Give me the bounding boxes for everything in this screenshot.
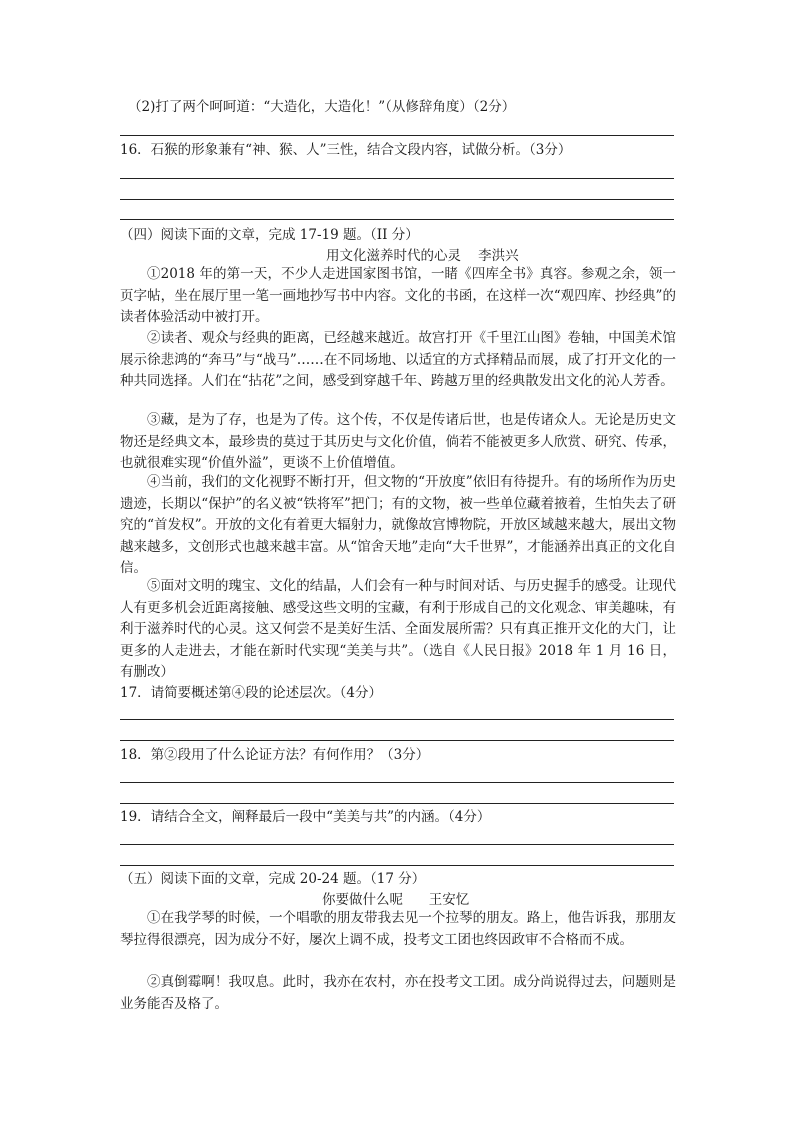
answer-line[interactable] <box>120 199 674 200</box>
paragraph-3: ③藏，是为了存，也是为了传。这个传，不仅是传诸后世，也是传诸众人。无论是历史文物还是经典文本，最珍贵的莫过于其历史与文化价值，倘若不能被更多人欣赏、研究、传承，也就很难实现“价值外溢”，更谈不上价值增值。 <box>120 412 676 472</box>
answer-line[interactable] <box>120 844 674 845</box>
question-18: 18．第②段用了什么论证方法？有何作用？（3分） <box>120 747 430 763</box>
paragraph-2: ②读者、观众与经典的距离，已经越来越近。故宫打开《千里江山图》卷轴，中国美术馆展示徐悲鸿的“奔马”与“战马”……在不同场地、以适宜的方式择精品而展，成了打开文化的一种共同选择。人们在“拈花”之间，感受到穿越千年、跨越万里的经典散发出文化的沁人芳香。 <box>120 330 676 390</box>
paragraph-5: ⑤面对文明的瑰宝、文化的结晶，人们会有一种与时间对话、与历史握手的感受。让现代人有更多机会近距离接触、感受这些文明的宝藏，有利于形成自己的文化观念、审美趣味，有利于滋养时代的心灵。这又何尝不是美好生活、全面发展所需？只有真正推开文化的大门，让更多的人走进去，才能在新时代实现“美美与共”。（选自《人民日报》2018 年 1 月 16 日，有删改） <box>120 578 676 681</box>
answer-line[interactable] <box>120 178 674 179</box>
article-title-text: 用文化滋养时代的心灵 <box>326 248 461 264</box>
question-17: 17．请简要概述第④段的论述层次。（4分） <box>120 685 383 701</box>
answer-line[interactable] <box>120 719 674 720</box>
article-author: 李洪兴 <box>478 248 519 264</box>
question-16: 16．石猴的形象兼有“神、猴、人”三性，结合文段内容，试做分析。（3分） <box>120 142 572 158</box>
answer-line[interactable] <box>120 782 674 783</box>
question-19: 19．请结合全文，阐释最后一段中“美美与共”的内涵。（4分） <box>120 809 491 825</box>
paragraph-1: ①在我学琴的时候，一个唱歌的朋友带我去见一个拉琴的朋友。路上，他告诉我，那朋友琴拉得很漂亮，因为成分不好，屡次上调不成，投考文工团也终因政审不合格而不成。 <box>120 910 676 948</box>
article-title <box>326 246 519 266</box>
section-5-heading: （五）阅读下面的文章，完成 20-24 题。（17 分） <box>120 871 426 887</box>
section-4-heading: （四）阅读下面的文章，完成 17-19 题。（II 分） <box>120 227 419 243</box>
paragraph-2: ②真倒霉啊！我叹息。此时，我亦在农村，亦在投考文工团。成分尚说得过去，问题则是业务能否及格了。 <box>120 974 676 1012</box>
answer-line[interactable] <box>120 740 674 741</box>
answer-line[interactable] <box>120 865 674 866</box>
paragraph-4: ④当前，我们的文化视野不断打开，但文物的“开放度”依旧有待提升。有的场所作为历史遗迹，长期以“保护”的名义被“铁将军”把门；有的文物，被一些单位藏着掖着，生怕失去了研究的“首发权”。开放的文化有着更大辐射力，就像故宫博物院，开放区域越来越大，展出文物越来越多，文创形式也越来越丰富。从“馆舍天地”走向“大千世界”，才能涵养出真正的文化自信。 <box>120 474 676 577</box>
question-15-2: （2)打了两个呵呵道：“大造化，大造化！”（从修辞角度）（2分） <box>128 99 516 115</box>
article-author: 王安忆 <box>428 892 470 908</box>
answer-line[interactable] <box>120 803 674 804</box>
answer-line[interactable] <box>120 219 674 220</box>
article-title-text: 你要做什么呢 <box>322 892 403 908</box>
paragraph-1: ①2018 年的第一天，不少人走进国家图书馆，一睹《四库全书》真容。参观之余，领一页字帖，坐在展厅里一笔一画地抄写书中内容。文化的书函，在这样一次“观四库、抄经典”的读者体验活动中被打开。 <box>120 266 676 326</box>
article-title <box>322 890 469 910</box>
answer-line[interactable] <box>120 135 674 136</box>
